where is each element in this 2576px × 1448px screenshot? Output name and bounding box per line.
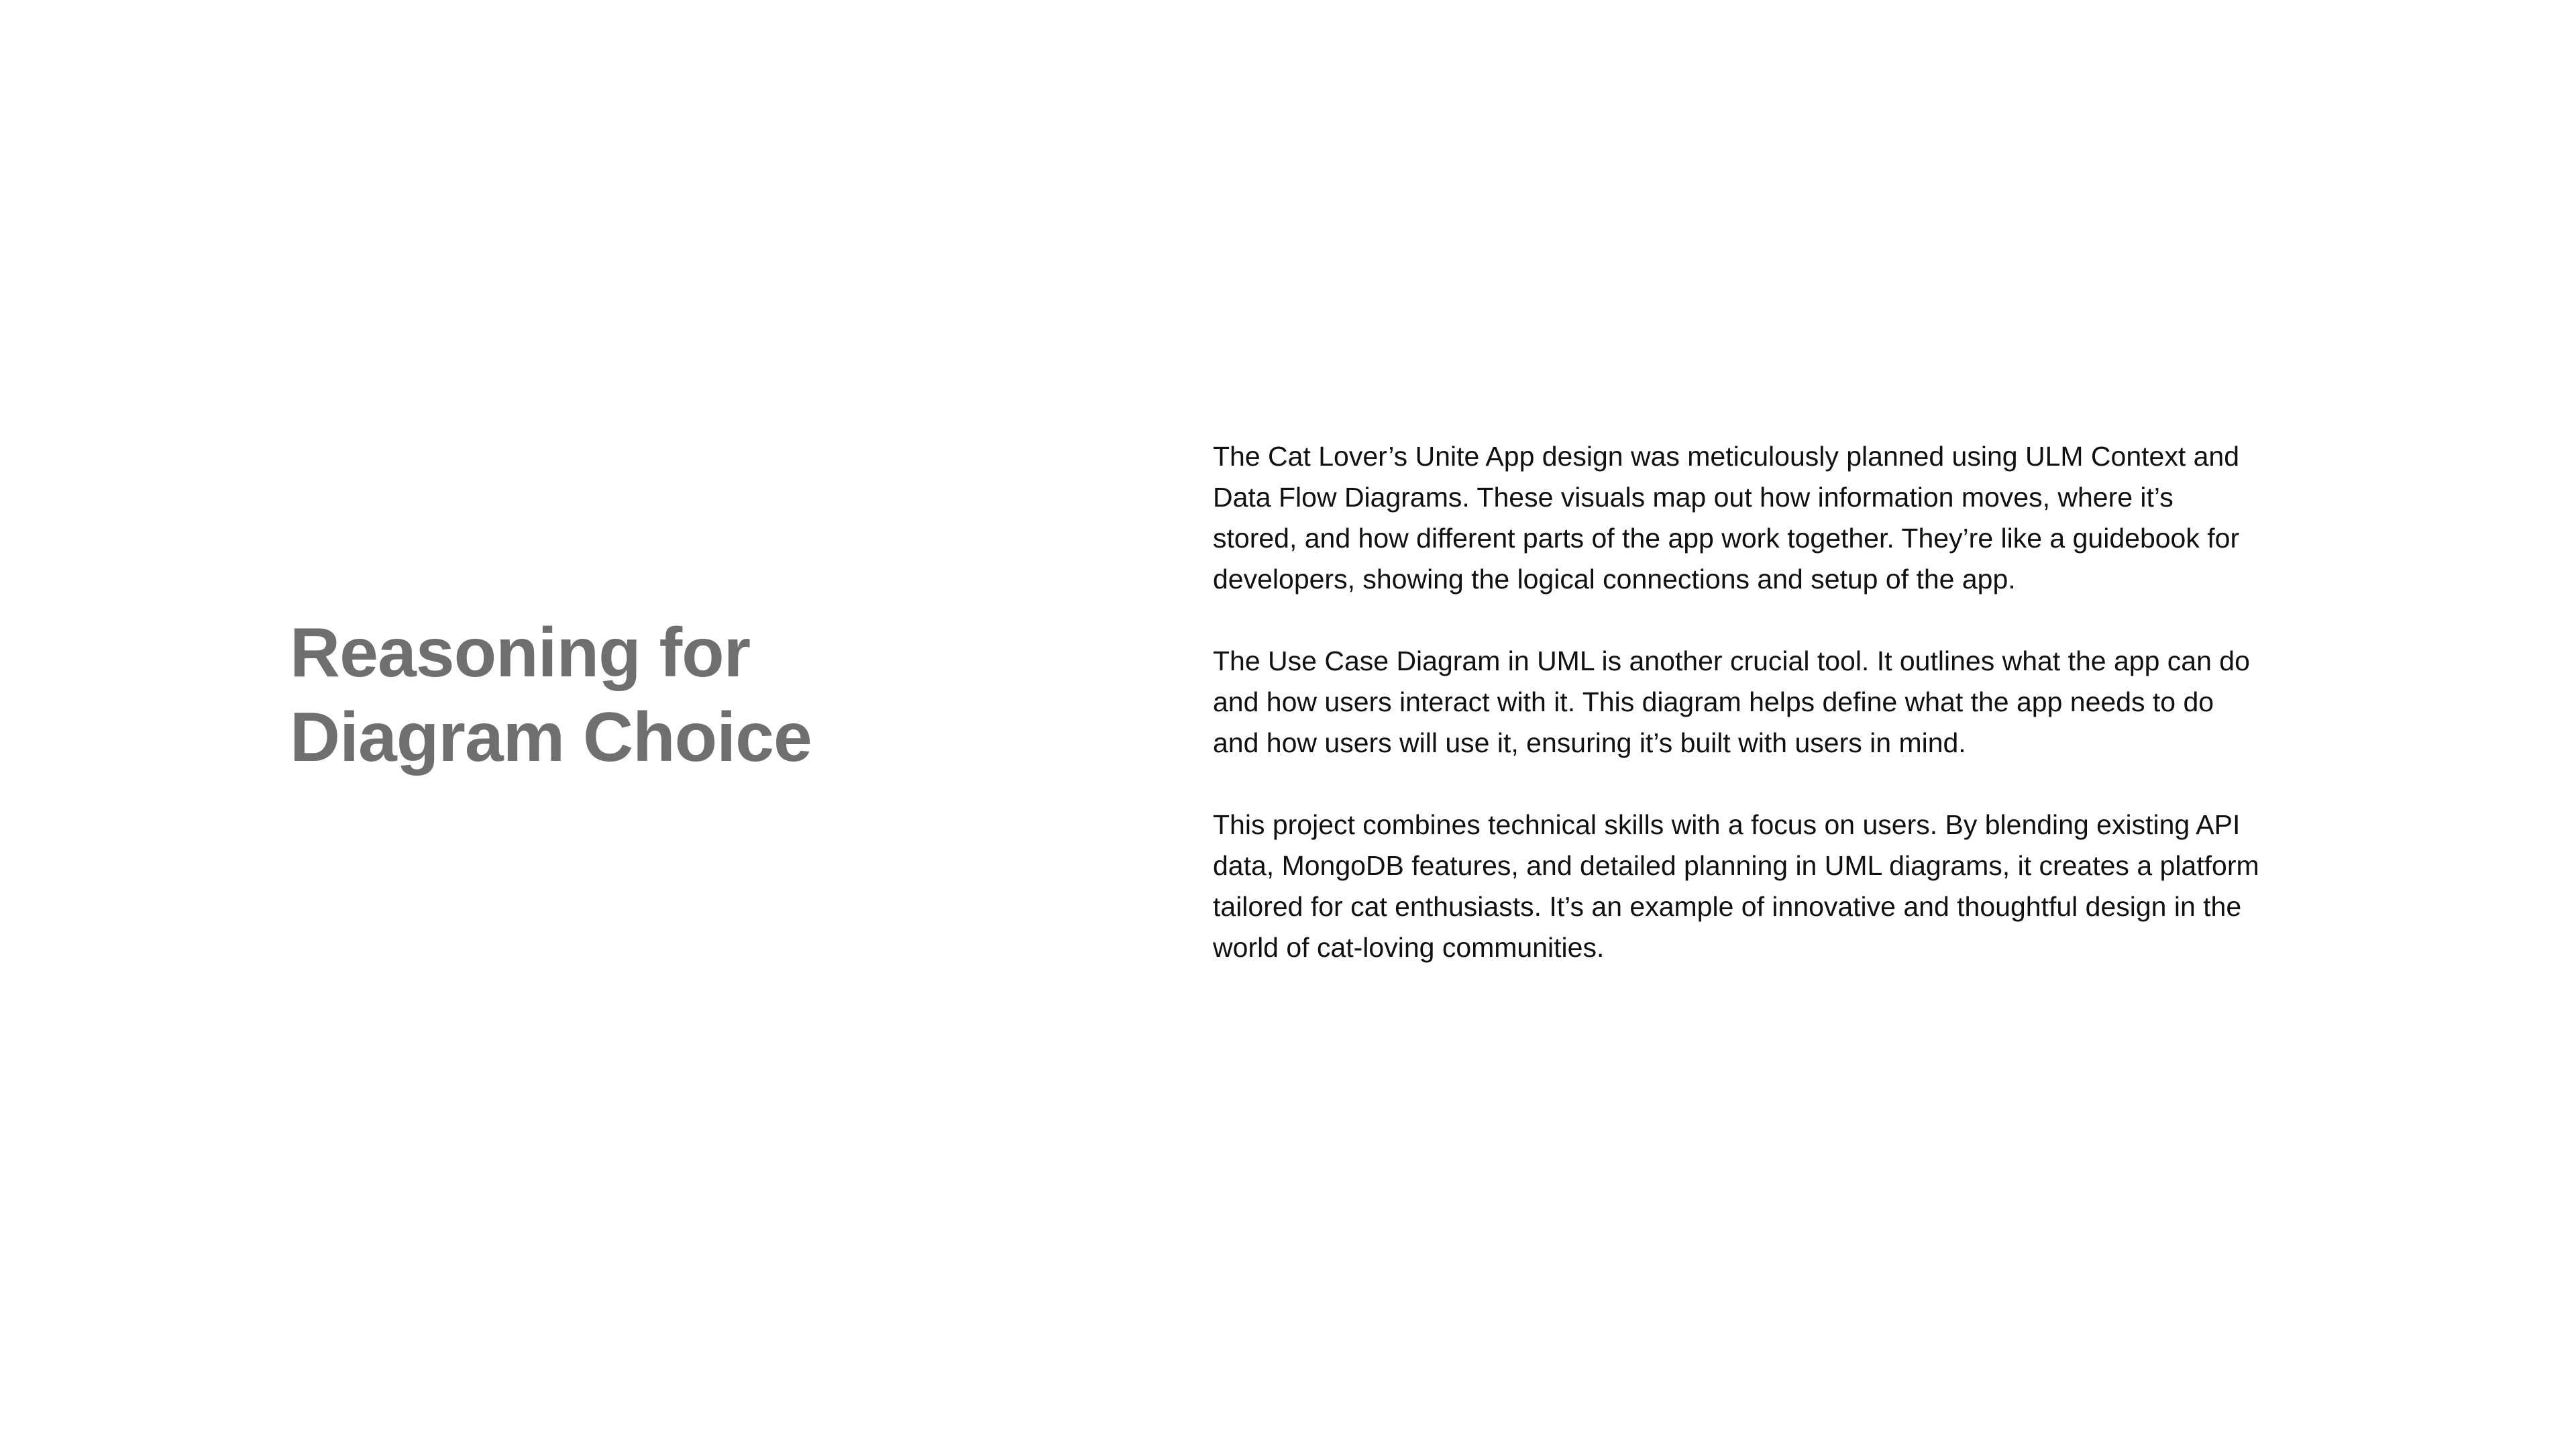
slide-title-line-1: Reasoning for [290, 614, 751, 692]
body-paragraph-1: The Cat Lover’s Unite App design was meticulously planned using ULM Context and Data Flow Diagrams. These visuals map out how information moves, where it’s stored, and how different parts of the app work together. They’re like a guidebook for developers, showing the logical connections and setup of the app. [1213, 441, 2240, 594]
body-paragraph-2: The Use Case Diagram in UML is another crucial tool. It outlines what the app can do and how users interact with it. This diagram helps define what the app needs to do and how users will use it, ensuring it’s built with users in mind. [1213, 645, 2250, 758]
slide-body [1213, 436, 2259, 968]
slide-title-line-2: Diagram Choice [290, 699, 812, 776]
slide-title [290, 611, 1162, 780]
body-paragraph-3: This project combines technical skills with a focus on users. By blending existing API data, MongoDB features, and detailed planning in UML diagrams, it creates a platform tailored for cat enthusiasts. It’s an example of innovative and thoughtful design in the world of cat-loving communities. [1213, 809, 2259, 963]
